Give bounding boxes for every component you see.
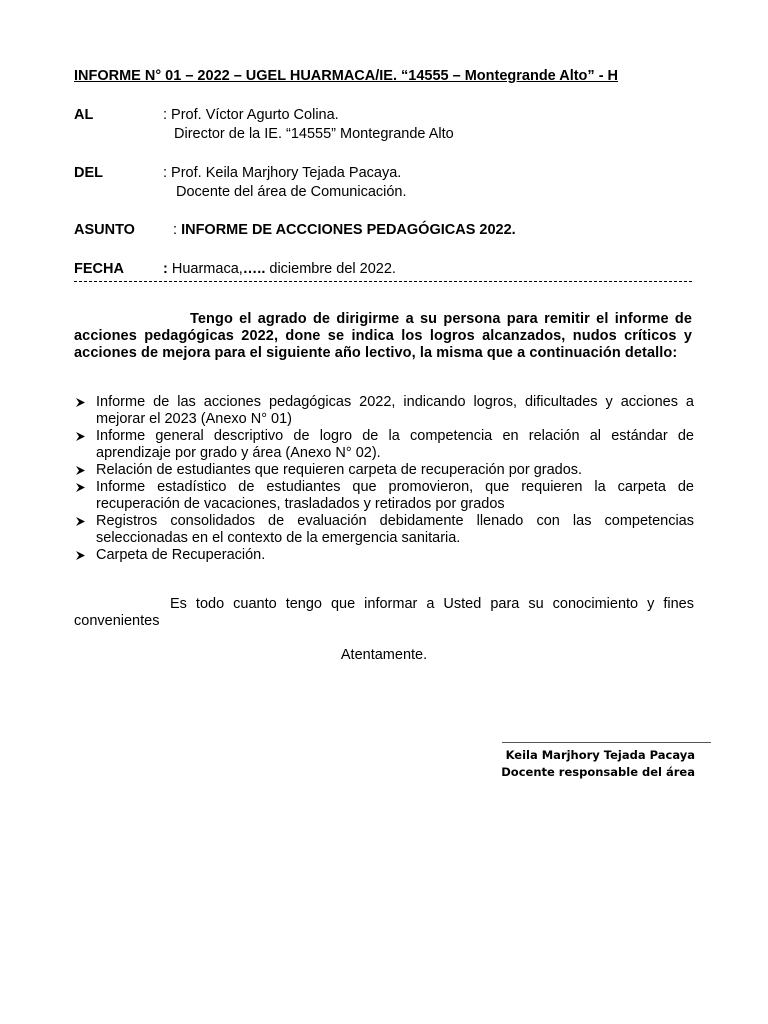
subject-value: INFORME DE ACCCIONES PEDAGÓGICAS 2022. — [181, 222, 516, 238]
subject-line — [173, 222, 516, 238]
list-item-text: Informe general descriptivo de logro de la competencia en relación al estándar de aprendizaje por grado y área (Anexo N° 02). — [96, 428, 694, 461]
arrowhead-bullet-icon — [74, 428, 88, 445]
date-line — [163, 261, 396, 277]
subject-colon: : — [173, 222, 178, 238]
list-item-text: Informe de las acciones pedagógicas 2022, indicando logros, dificultades y acciones a mejorar el 2023 (Anexo N° 01) — [96, 394, 694, 427]
closing-text: Es todo cuanto tengo que informar a Usted para su conocimiento y fines convenientes — [74, 596, 694, 629]
intro-text: Tengo el agrado de dirigirme a su persona para remitir el informe de acciones pedagógicas 2022, done se indica los logros alcanzados, nudos críticos y acciones de mejora para el siguiente año lectivo, la misma que a continuación detallo: — [74, 311, 692, 361]
date-colon: : — [163, 261, 168, 277]
list-item — [74, 547, 694, 564]
list-item — [74, 394, 694, 428]
intro-paragraph — [74, 311, 692, 362]
subject-label: ASUNTO — [74, 222, 135, 238]
list-item-text: Informe estadístico de estudiantes que promovieron, que requieren la carpeta de recuperación de vacaciones, trasladados y retirados por grados — [96, 479, 694, 512]
signature-line — [502, 742, 711, 743]
list-item-text: Registros consolidados de evaluación debidamente llenado con las competencias seleccionadas en el contexto de la emergencia sanitaria. — [96, 513, 694, 546]
report-title: INFORME N° 01 – 2022 – UGEL HUARMACA/IE. “14555 – Montegrande Alto” - H — [74, 68, 619, 84]
attachments-list — [74, 394, 694, 564]
recipient-label: AL — [74, 107, 94, 123]
arrowhead-bullet-icon — [74, 513, 88, 530]
list-item-text: Carpeta de Recuperación. — [96, 547, 266, 563]
recipient-position: Director de la IE. “14555” Montegrande Alto — [174, 126, 454, 142]
arrowhead-bullet-icon — [74, 547, 88, 564]
sender-block — [74, 165, 694, 205]
date-rest: diciembre del 2022. — [265, 261, 396, 277]
sender-name: : Prof. Keila Marjhory Tejada Pacaya. — [163, 165, 402, 181]
farewell-text: Atentamente. — [340, 647, 428, 663]
signature-name: Keila Marjhory Tejada Pacaya — [505, 748, 695, 762]
date-label: FECHA — [74, 261, 124, 277]
arrowhead-bullet-icon — [74, 479, 88, 496]
closing-paragraph — [74, 596, 694, 630]
date-dots: ….. — [242, 261, 266, 277]
sender-label: DEL — [74, 165, 103, 181]
list-item — [74, 479, 694, 513]
list-item — [74, 428, 694, 462]
list-item — [74, 462, 694, 479]
sender-position: Docente del área de Comunicación. — [176, 184, 407, 200]
signature-role: Docente responsable del área — [501, 765, 695, 779]
date-block — [74, 261, 694, 281]
date-place: Huarmaca, — [167, 261, 243, 277]
dashed-divider — [74, 281, 692, 282]
recipient-block — [74, 107, 694, 147]
arrowhead-bullet-icon — [74, 394, 88, 411]
recipient-name: : Prof. Víctor Agurto Colina. — [163, 107, 339, 123]
list-item-text: Relación de estudiantes que requieren carpeta de recuperación por grados. — [96, 462, 583, 478]
subject-block — [74, 222, 694, 242]
arrowhead-bullet-icon — [74, 462, 88, 479]
list-item — [74, 513, 694, 547]
